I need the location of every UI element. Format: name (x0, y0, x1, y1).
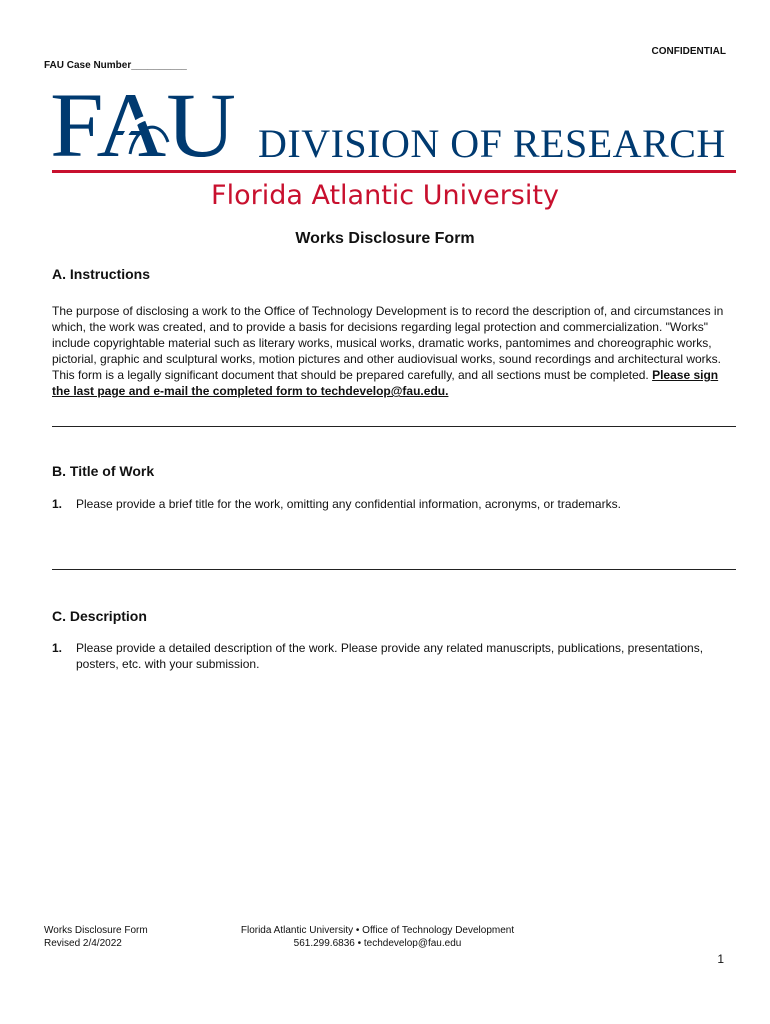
section-a-heading: A. Instructions (52, 266, 151, 282)
divider-rule (52, 426, 736, 427)
footer-phone-email: 561.299.6836 • techdevelop@fau.edu (293, 938, 462, 949)
item-number: 1. (52, 641, 63, 655)
divider-rule (52, 569, 736, 570)
header-red-rule (52, 170, 736, 173)
footer-form-name: Works Disclosure Form (44, 925, 148, 936)
university-name: Florida Atlantic University (211, 180, 559, 211)
instructions-text: The purpose of disclosing a work to the Office of Technology Development is to record the description of, and circumstances in which, the work was created, and to provide a basis for decisions regarding legal protection and commercialization. "Works" include copyrightable material such as literary works, musical works, dramatic works, pantomimes and choreographic works, pictorial, graphic and sculptural works, motion pictures and other audiovisual works, sound recordings and architectural works. This form is a legally significant document that should be prepared carefully, and all sections must be completed. (52, 304, 724, 382)
form-title: Works Disclosure Form (295, 230, 475, 247)
description-question (52, 640, 732, 672)
confidential-label: CONFIDENTIAL (651, 46, 726, 57)
case-number-label: FAU Case Number__________ (44, 60, 187, 71)
item-text: Please provide a detailed description of the work. Please provide any related manuscripts, publications, presentations, posters, etc. with your submission. (76, 641, 704, 671)
footer-office: Florida Atlantic University • Office of Technology Development (240, 925, 515, 936)
instructions-paragraph (52, 303, 732, 399)
item-text: Please provide a brief title for the work, omitting any confidential information, acronyms, or trademarks. (76, 497, 621, 511)
title-question (52, 496, 732, 512)
svg-text:FAU: FAU (50, 84, 236, 162)
page-number: 1 (717, 952, 724, 966)
division-of-research-heading: DIVISION OF RESEARCH (258, 121, 726, 166)
footer-form-info (44, 924, 148, 950)
submission-instruction: Please sign the last page and e-mail the completed form to techdevelop@fau.edu. (52, 368, 719, 398)
footer-revision: Revised 2/4/2022 (44, 938, 122, 949)
item-number: 1. (52, 497, 63, 511)
footer-contact (200, 924, 555, 950)
fau-logo (50, 84, 240, 162)
section-c-heading: C. Description (52, 608, 147, 624)
section-b-heading: B. Title of Work (52, 463, 155, 479)
